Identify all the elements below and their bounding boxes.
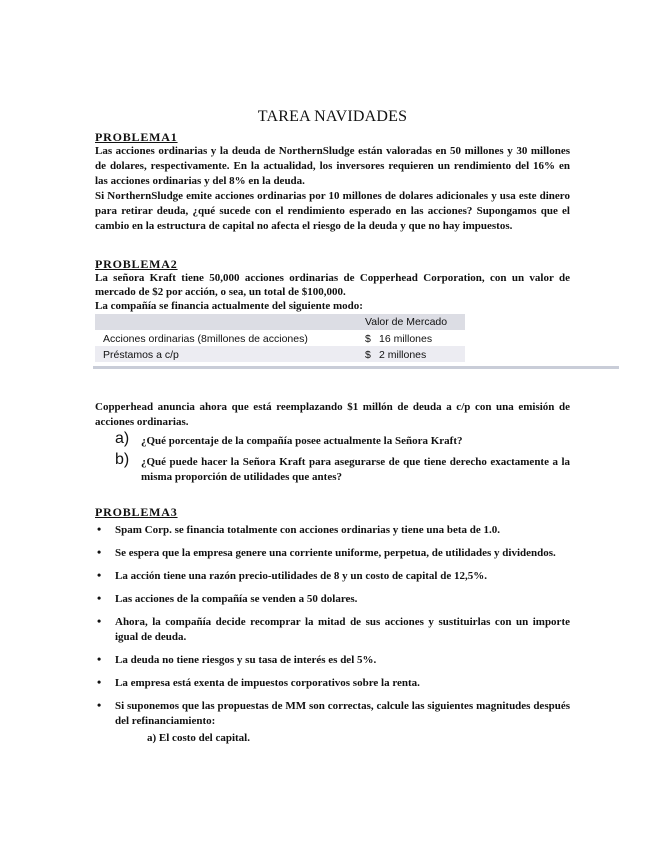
problema2-paragraph-1: La señora Kraft tiene 50,000 acciones ordinarias de Copperhead Corporation, con un valor de mercado de $2 por acción, o sea, un total de $100,000. (95, 272, 570, 298)
bullet-icon: • (97, 698, 102, 712)
table-header-empty (95, 314, 365, 330)
list-item (95, 523, 570, 538)
problema1-paragraph-2: Si NorthernSludge emite acciones ordinarias por 10 millones de dolares adicionales y usa este dinero para retirar deuda, ¿qué sucede con el rendimiento esperado en las acciones? Supongamos que el cambio en la estructura de capital no afecta el riesgo de la deuda y que no hay impuestos. (95, 190, 570, 232)
list-item-text: Spam Corp. se financia totalmente con acciones ordinarias y tiene una beta de 1.0. (115, 524, 500, 536)
problema2-paragraph-3: Copperhead anuncia ahora que está reemplazando $1 millón de deuda a c/p con una emisión de acciones ordinarias. (95, 401, 570, 428)
list-item (95, 615, 570, 645)
problema3-heading: PROBLEMA3 (95, 505, 178, 519)
list-item (95, 653, 570, 668)
list-item-text: Si suponemos que las propuestas de MM son correctas, calcule las siguientes magnitudes después del refinanciamiento: (115, 700, 570, 727)
problema1-heading: PROBLEMA1 (95, 130, 178, 144)
problema2-heading: PROBLEMA2 (95, 257, 178, 271)
list-item-text: La deuda no tiene riesgos y su tasa de interés es del 5%. (115, 654, 377, 666)
financing-table-wrap (95, 314, 570, 362)
document-title: TAREA NAVIDADES (257, 108, 408, 125)
list-item (95, 569, 570, 584)
table-cell-currency: $ (365, 330, 379, 346)
table-header-market-value: Valor de Mercado (365, 314, 465, 330)
list-item (95, 676, 570, 691)
bullet-icon: • (97, 522, 102, 536)
table-cell-label: Acciones ordinarias (8millones de acciones) (95, 330, 365, 346)
list-item (95, 699, 570, 729)
list-item-text: La acción tiene una razón precio-utilidades de 8 y un costo de capital de 12,5%. (115, 570, 487, 582)
table-cell-value: 2 millones (379, 346, 465, 362)
table-bottom-rule (93, 366, 619, 369)
problema2-paragraph-2: La compañía se financia actualmente del siguiente modo: (95, 300, 363, 312)
list-item-text: ¿Qué puede hacer la Señora Kraft para asegurarse de que tiene derecho exactamente a la misma proporción de utilidades que antes? (141, 456, 570, 483)
bullet-icon: • (97, 545, 102, 559)
list-item-text: Ahora, la compañía decide recomprar la mitad de sus acciones y sustituirlas con un importe igual de deuda. (115, 616, 570, 643)
list-item (95, 430, 570, 449)
list-item (95, 451, 570, 485)
table-header-row (95, 314, 465, 330)
bullet-icon: • (97, 614, 102, 628)
table-cell-label: Préstamos a c/p (95, 346, 365, 362)
problema3-bullets (95, 523, 570, 729)
bullet-icon: • (97, 652, 102, 666)
list-item-text: Se espera que la empresa genere una corriente uniforme, perpetua, de utilidades y dividendos. (115, 547, 556, 559)
bullet-icon: • (97, 675, 102, 689)
table-cell-value: 16 millones (379, 330, 465, 346)
list-item-text: ¿Qué porcentaje de la compañía posee actualmente la Señora Kraft? (141, 435, 463, 447)
table-row (95, 330, 465, 346)
list-item (95, 592, 570, 607)
list-item (95, 546, 570, 561)
list-marker: b) (115, 451, 130, 468)
document-page (95, 108, 570, 746)
bullet-icon: • (97, 591, 102, 605)
list-marker: a) (115, 430, 130, 447)
problema3-sub-item-a: a) El costo del capital. (147, 732, 250, 744)
list-item-text: La empresa está exenta de impuestos corporativos sobre la renta. (115, 677, 420, 689)
bullet-icon: • (97, 568, 102, 582)
problema1-paragraph-1: Las acciones ordinarias y la deuda de NorthernSludge están valoradas en 50 millones y 30 millones de dolares, respectivamente. En la actualidad, los inversores requieren un rendimiento del 16% en las acciones ordinarias y del 8% en la deuda. (95, 145, 570, 187)
list-item-text: Las acciones de la compañía se venden a 50 dolares. (115, 593, 358, 605)
problema2-questions (95, 430, 570, 485)
table-cell-currency: $ (365, 346, 379, 362)
table-row (95, 346, 465, 362)
financing-table (95, 314, 465, 362)
